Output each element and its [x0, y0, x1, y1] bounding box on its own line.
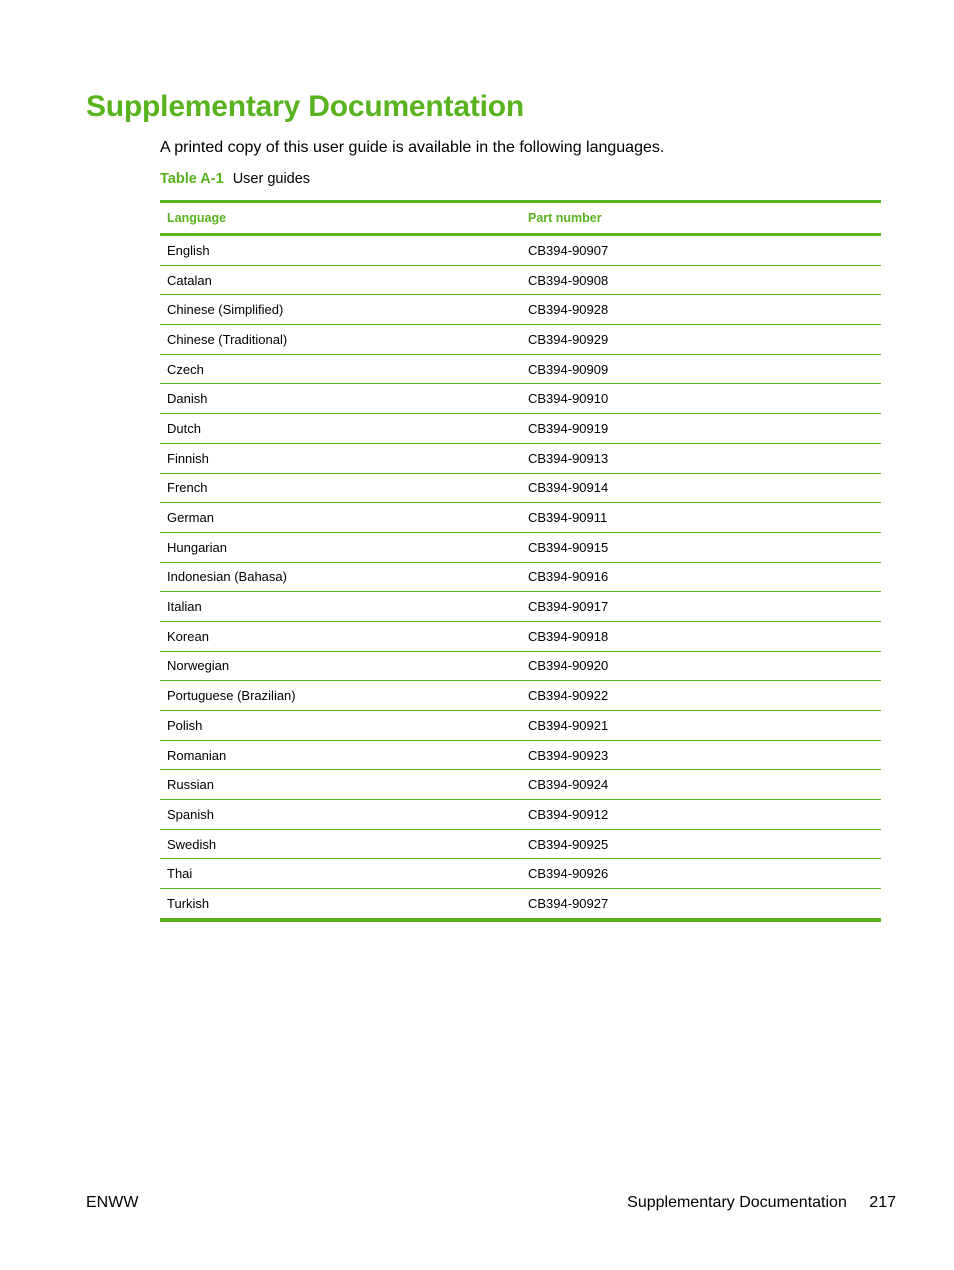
- cell-part-number: CB394-90910: [521, 384, 881, 414]
- table-row: [160, 592, 881, 622]
- cell-language: Spanish: [160, 800, 521, 830]
- cell-part-number: CB394-90916: [521, 562, 881, 592]
- cell-language: Chinese (Traditional): [160, 325, 521, 355]
- cell-language: Indonesian (Bahasa): [160, 562, 521, 592]
- cell-language: Polish: [160, 711, 521, 741]
- cell-part-number: CB394-90921: [521, 711, 881, 741]
- cell-part-number: CB394-90911: [521, 503, 881, 533]
- cell-language: Catalan: [160, 265, 521, 295]
- cell-part-number: CB394-90926: [521, 859, 881, 889]
- user-guides-table: [160, 200, 881, 922]
- cell-language: Swedish: [160, 829, 521, 859]
- table-body: [160, 235, 881, 920]
- footer-left: ENWW: [86, 1194, 139, 1211]
- cell-part-number: CB394-90919: [521, 414, 881, 444]
- cell-language: Korean: [160, 621, 521, 651]
- cell-language: Dutch: [160, 414, 521, 444]
- cell-part-number: CB394-90914: [521, 473, 881, 503]
- table-row: [160, 265, 881, 295]
- cell-part-number: CB394-90907: [521, 235, 881, 266]
- table-row: [160, 562, 881, 592]
- cell-language: Thai: [160, 859, 521, 889]
- intro-paragraph: A printed copy of this user guide is available in the following languages.: [160, 139, 665, 156]
- table-row: [160, 354, 881, 384]
- cell-language: Portuguese (Brazilian): [160, 681, 521, 711]
- table-row: [160, 414, 881, 444]
- cell-language: Norwegian: [160, 651, 521, 681]
- table-header-row: [160, 202, 881, 235]
- cell-language: Italian: [160, 592, 521, 622]
- header-part-number: Part number: [521, 202, 881, 235]
- table-row: [160, 384, 881, 414]
- cell-language: German: [160, 503, 521, 533]
- cell-language: French: [160, 473, 521, 503]
- page-title: Supplementary Documentation: [86, 90, 524, 123]
- cell-language: Russian: [160, 770, 521, 800]
- cell-part-number: CB394-90912: [521, 800, 881, 830]
- cell-part-number: CB394-90915: [521, 532, 881, 562]
- table-row: [160, 621, 881, 651]
- cell-language: Czech: [160, 354, 521, 384]
- cell-language: Chinese (Simplified): [160, 295, 521, 325]
- table-row: [160, 532, 881, 562]
- cell-language: Romanian: [160, 740, 521, 770]
- table-row: [160, 325, 881, 355]
- cell-part-number: CB394-90918: [521, 621, 881, 651]
- table-caption-label: Table A-1: [160, 171, 224, 187]
- cell-part-number: CB394-90928: [521, 295, 881, 325]
- cell-language: Hungarian: [160, 532, 521, 562]
- cell-part-number: CB394-90913: [521, 443, 881, 473]
- table-row: [160, 711, 881, 741]
- table-row: [160, 829, 881, 859]
- table-row: [160, 889, 881, 920]
- table-row: [160, 503, 881, 533]
- cell-language: Turkish: [160, 889, 521, 920]
- table-row: [160, 443, 881, 473]
- table-row: [160, 295, 881, 325]
- cell-part-number: CB394-90927: [521, 889, 881, 920]
- table-row: [160, 800, 881, 830]
- table-row: [160, 681, 881, 711]
- table-row: [160, 235, 881, 266]
- page-number: 217: [869, 1194, 896, 1211]
- cell-language: Danish: [160, 384, 521, 414]
- footer-section-title: Supplementary Documentation: [627, 1194, 847, 1211]
- table-row: [160, 473, 881, 503]
- cell-part-number: CB394-90925: [521, 829, 881, 859]
- cell-language: Finnish: [160, 443, 521, 473]
- table-row: [160, 740, 881, 770]
- table-row: [160, 770, 881, 800]
- cell-part-number: CB394-90922: [521, 681, 881, 711]
- cell-part-number: CB394-90908: [521, 265, 881, 295]
- cell-language: English: [160, 235, 521, 266]
- table-row: [160, 651, 881, 681]
- table-row: [160, 859, 881, 889]
- table-caption-text: User guides: [232, 171, 311, 187]
- cell-part-number: CB394-90924: [521, 770, 881, 800]
- cell-part-number: CB394-90909: [521, 354, 881, 384]
- footer-right: [627, 1194, 896, 1212]
- header-language: Language: [160, 202, 521, 235]
- cell-part-number: CB394-90923: [521, 740, 881, 770]
- cell-part-number: CB394-90929: [521, 325, 881, 355]
- table-caption: [160, 171, 310, 187]
- cell-part-number: CB394-90920: [521, 651, 881, 681]
- cell-part-number: CB394-90917: [521, 592, 881, 622]
